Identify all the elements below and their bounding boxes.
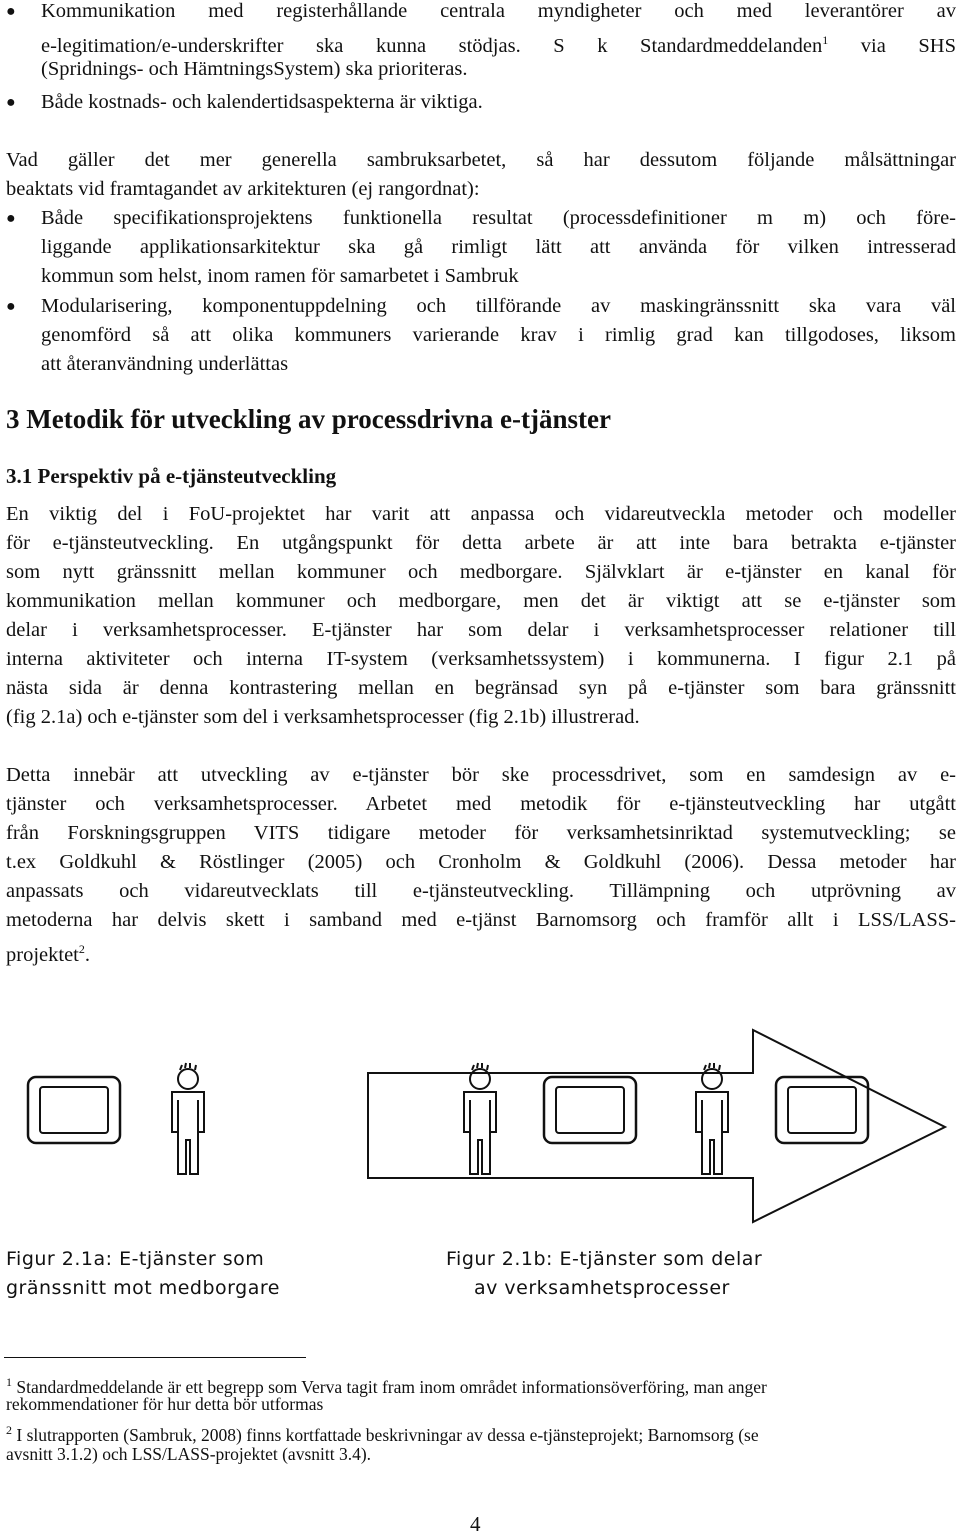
- paragraph-line: (fig 2.1a) och e-tjänster som del i verksamhetsprocesser (fig 2.1b) illustrerad.: [6, 706, 640, 728]
- goal-line: liggande applikationsarkitektur ska gå rimligt lätt att använda för vilken intresserad: [41, 236, 956, 258]
- goal-line: att återanvändning underlättas: [41, 353, 289, 375]
- figure-caption: Figur 2.1a: E-tjänster som: [6, 1248, 265, 1270]
- paragraph-text-part: projektet: [6, 943, 79, 966]
- footnote-text: rekommendationer för hur detta bör utformas: [6, 1394, 324, 1414]
- paragraph-line: tjänster och verksamhetsprocesser. Arbetet med metodik för e-tjänsteutveckling har utgått: [6, 793, 956, 815]
- paragraph-line: metoderna har delvis skett i samband med e-tjänst Barnomsorg och framför allt i LSS/LASS-: [6, 909, 956, 931]
- paragraph-line: En viktig del i FoU-projektet har varit att anpassa och vidareutveckla metoder och modeller: [6, 503, 956, 525]
- paragraph-line: delar i verksamhetsprocesser. E-tjänster har som delar i verksamhetsprocesser relationer till: [6, 619, 956, 641]
- footnote-ref: 1: [822, 33, 829, 47]
- figure-illustration: [0, 1025, 960, 1225]
- paragraph-line: anpassats och vidareutvecklats till e-tjänsteutveckling. Tillämpning och utprövning av: [6, 880, 956, 902]
- bullet-marker: ●: [6, 210, 16, 227]
- paragraph-line: för e-tjänsteutveckling. En utgångspunkt för detta arbete är att inte bara betrakta e-tjänster: [6, 532, 956, 554]
- bullet-marker: ●: [6, 298, 16, 315]
- footnote-number: 2: [6, 1423, 12, 1437]
- bullet-marker: ●: [6, 94, 16, 111]
- person-icon: [696, 1063, 728, 1174]
- paragraph-line: Detta innebär att utveckling av e-tjänster bör ske processdrivet, som en samdesign av e-: [6, 764, 956, 786]
- footnote-number: 1: [6, 1375, 12, 1389]
- page-number: 4: [470, 1512, 481, 1536]
- figure-caption: gränssnitt mot medborgare: [6, 1277, 280, 1299]
- computer-monitor-icon: [28, 1077, 120, 1143]
- subsection-heading: 3.1 Perspektiv på e-tjänsteutveckling: [6, 464, 337, 488]
- footnote-ref: 2: [78, 942, 85, 956]
- bullet-text-line: (Spridnings- och HämtningsSystem) ska prioriteras.: [41, 58, 468, 80]
- bullet-text-part: e-legitimation/e-underskrifter ska kunna stödjas. S k Standardmeddelanden: [41, 34, 823, 57]
- paragraph-line: t.ex Goldkuhl & Röstlinger (2005) och Cronholm & Goldkuhl (2006). Dessa metoder har: [6, 851, 956, 873]
- bullet-marker: ●: [6, 3, 16, 20]
- bullet-text-line: Både kostnads- och kalendertidsaspekterna är viktiga.: [41, 91, 483, 113]
- paragraph-text-part: .: [84, 943, 90, 966]
- paragraph-line: nästa sida är denna kontrastering mellan en begränsad syn på e-tjänster som bara gränssnitt: [6, 677, 956, 699]
- section-heading: 3 Metodik för utveckling av processdrivna e-tjänster: [6, 404, 611, 434]
- footnote: [6, 1419, 759, 1446]
- goal-line: Både specifikationsprojektens funktionella resultat (processdefinitioner m m) och före-: [41, 207, 956, 229]
- figure-caption: Figur 2.1b: E-tjänster som delar: [446, 1248, 763, 1270]
- computer-monitor-icon: [544, 1077, 636, 1143]
- footnote-text: I slutrapporten (Sambruk, 2008) finns kortfattade beskrivningar av dessa e-tjänsteprojekt; Barnomsorg (se: [16, 1424, 759, 1445]
- person-icon: [464, 1063, 496, 1174]
- footnote-text: avsnitt 3.1.2) och LSS/LASS-projektet (avsnitt 3.4).: [6, 1444, 372, 1464]
- paragraph-line: som nytt gränssnitt mellan kommuner och medborgare. Självklart är e-tjänster en kanal för: [6, 561, 956, 583]
- computer-monitor-icon: [776, 1077, 868, 1143]
- process-arrow-shape: [368, 1030, 945, 1222]
- intro-line: Vad gäller det mer generella sambruksarbetet, så har dessutom följande målsättningar: [6, 149, 956, 171]
- person-icon: [172, 1063, 204, 1174]
- figure-caption: av verksamhetsprocesser: [474, 1277, 730, 1299]
- footnote-separator: [4, 1357, 306, 1358]
- paragraph-line: [6, 935, 90, 970]
- goal-line: kommun som helst, inom ramen för samarbetet i Sambruk: [41, 265, 519, 287]
- intro-line: beaktats vid framtagandet av arkitekturen (ej rangordnat):: [6, 178, 480, 200]
- paragraph-line: från Forskningsgruppen VITS tidigare metoder för verksamhetsinriktad systemutveckling; se: [6, 822, 956, 844]
- goal-line: Modularisering, komponentuppdelning och tillförande av maskingränssnitt ska vara väl: [41, 295, 956, 317]
- paragraph-line: kommunikation mellan kommuner och medborgare, men det är viktigt att se e-tjänster som: [6, 590, 956, 612]
- bullet-text-part: via SHS: [860, 34, 957, 57]
- footnote-text: Standardmeddelande är ett begrepp som Verva tagit fram inom området informationsöverföring, man anger: [16, 1376, 767, 1397]
- goal-line: genomförd så att olika kommuners varierande krav i rimlig grad kan tillgodoses, liksom: [41, 324, 956, 346]
- bullet-text-line: Kommunikation med registerhållande centrala myndigheter och med leverantörer av: [41, 0, 956, 22]
- paragraph-line: interna aktiviteter och interna IT-system (verksamhetssystem) i kommunerna. I figur 2.1 på: [6, 648, 956, 670]
